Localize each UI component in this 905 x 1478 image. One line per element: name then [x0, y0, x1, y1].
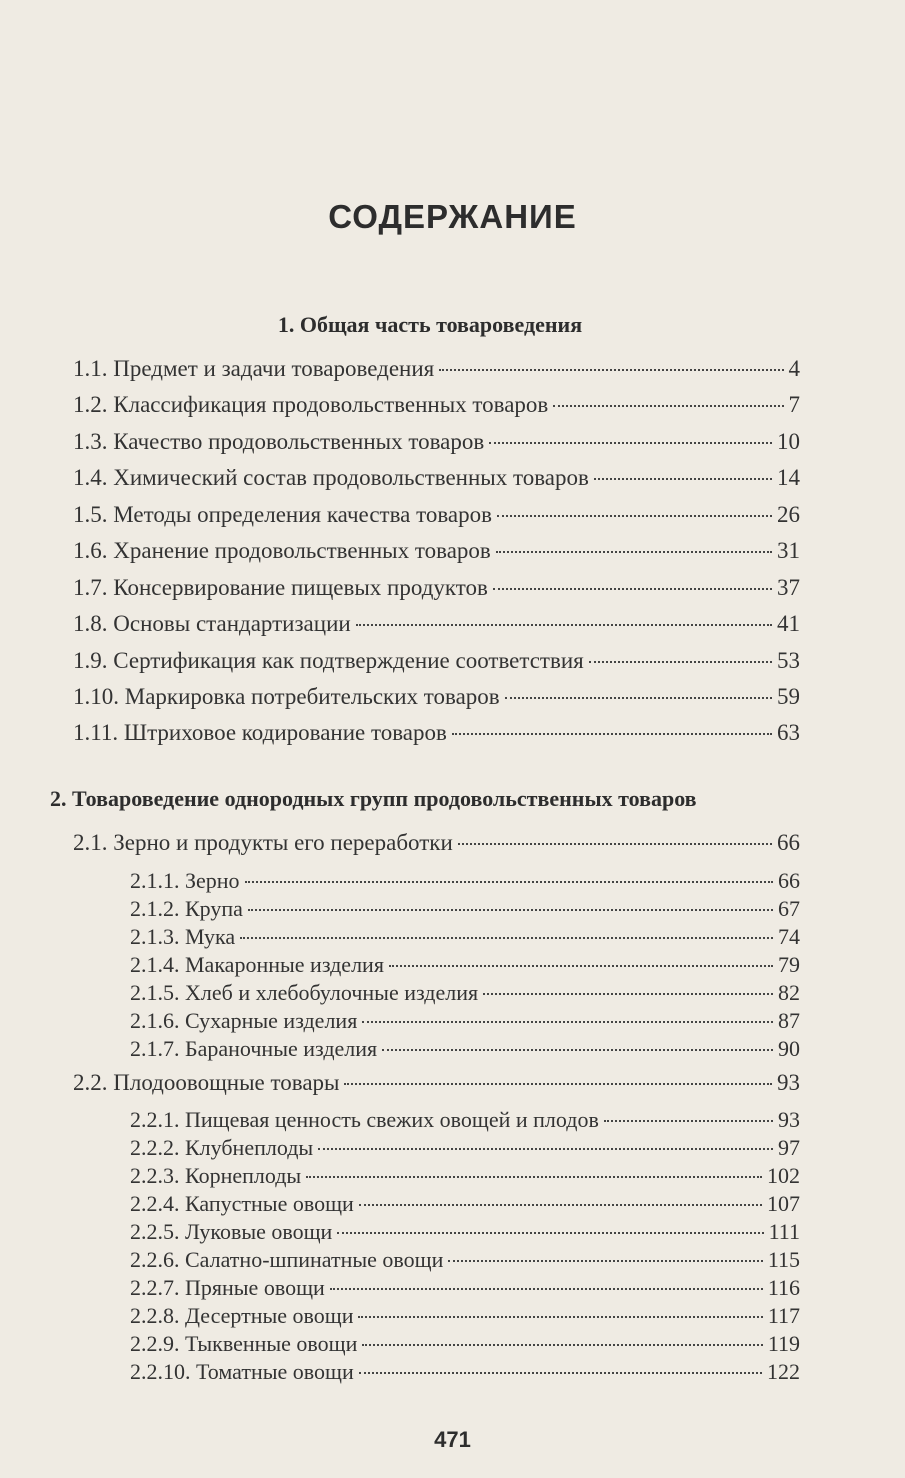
- dot-leader: [505, 697, 772, 699]
- toc-entry: [130, 1331, 800, 1357]
- toc-entry-label: 1.8. Основы стандартизации: [73, 611, 351, 636]
- toc-entry-page: 4: [788, 356, 800, 381]
- toc-entry-page: 107: [767, 1191, 800, 1216]
- toc-entry: [130, 896, 800, 922]
- toc-entry-page: 119: [767, 1331, 800, 1356]
- toc-entry-label: 2.2.10. Томатные овощи: [130, 1359, 354, 1384]
- toc-entry-label: 2.2.7. Пряные овощи: [130, 1275, 325, 1300]
- toc-entry-label: 2.2.4. Капустные овощи: [130, 1191, 354, 1216]
- dot-leader: [448, 1260, 762, 1262]
- dot-leader: [497, 515, 772, 517]
- toc-entry: [130, 1219, 800, 1245]
- dot-leader: [318, 1148, 773, 1150]
- toc-entry: [73, 575, 800, 601]
- toc-entry-page: 93: [778, 1107, 800, 1132]
- toc-entry-label: 2.2.1. Пищевая ценность свежих овощей и плодов: [130, 1107, 599, 1132]
- toc-entry-label: 1.6. Хранение продовольственных товаров: [73, 538, 491, 563]
- toc-entry-page: 90: [778, 1036, 800, 1061]
- dot-leader: [362, 1344, 762, 1346]
- dot-leader: [306, 1176, 762, 1178]
- toc-entry: [130, 1008, 800, 1034]
- toc-entry-label: 1.10. Маркировка потребительских товаров: [73, 684, 500, 709]
- dot-leader: [458, 843, 772, 845]
- toc-entry-label: 2.1.1. Зерно: [130, 868, 240, 893]
- toc-entry-label: 1.11. Штриховое кодирование товаров: [73, 720, 447, 745]
- toc-entry-label: 1.3. Качество продовольственных товаров: [73, 429, 485, 454]
- toc-entry: [73, 502, 800, 528]
- toc-entry-label: 2.1.6. Сухарные изделия: [130, 1008, 358, 1033]
- toc-entry: [130, 924, 800, 950]
- toc-entry-label: 2.2.5. Луковые овощи: [130, 1219, 333, 1244]
- toc-entry-page: 117: [767, 1303, 800, 1328]
- dot-leader: [245, 881, 773, 883]
- toc-entry-page: 97: [778, 1135, 800, 1160]
- toc-entry-label: 2.1.7. Бараночные изделия: [130, 1036, 378, 1061]
- dot-leader: [356, 624, 772, 626]
- toc-entry: [73, 392, 800, 418]
- toc-entry: [130, 1303, 800, 1329]
- toc-entry-page: 102: [767, 1163, 800, 1188]
- toc-entry-label: 2.2.8. Десертные овощи: [130, 1303, 354, 1328]
- page-number: 471: [434, 1427, 471, 1452]
- toc-entry-page: 7: [788, 392, 800, 417]
- dot-leader: [362, 1021, 773, 1023]
- toc-entry-page: 79: [778, 952, 800, 977]
- toc-entry: [73, 538, 800, 564]
- dot-leader: [493, 588, 772, 590]
- toc-entry: [130, 1036, 800, 1062]
- toc-entry-label: 2.2.2. Клубнеплоды: [130, 1135, 314, 1160]
- dot-leader: [604, 1120, 773, 1122]
- toc-entry-page: 67: [778, 896, 800, 921]
- toc-entry-page: 10: [777, 429, 800, 454]
- dot-leader: [330, 1288, 763, 1290]
- toc-entry-label: 2.1.4. Макаронные изделия: [130, 952, 384, 977]
- toc-entry-page: 82: [778, 980, 800, 1005]
- toc-entry-page: 115: [767, 1247, 800, 1272]
- toc-entry-label: 1.1. Предмет и задачи товароведения: [73, 356, 435, 381]
- toc-entry-page: 14: [777, 465, 800, 490]
- dot-leader: [553, 405, 783, 407]
- toc-entry: [130, 1107, 800, 1133]
- toc-entry: [73, 1070, 800, 1096]
- dot-leader: [483, 993, 773, 995]
- toc-entry-label: 1.4. Химический состав продовольственных товаров: [73, 465, 589, 490]
- toc-entry: [73, 684, 800, 710]
- toc-entry: [130, 868, 800, 894]
- toc-entry: [130, 952, 800, 978]
- dot-leader: [248, 909, 773, 911]
- page-title: СОДЕРЖАНИЕ: [328, 198, 577, 235]
- toc-entry: [130, 1163, 800, 1189]
- toc-entry-page: 66: [777, 830, 800, 855]
- dot-leader: [344, 1083, 772, 1085]
- dot-leader: [337, 1232, 763, 1234]
- toc-entry-label: 2.2.9. Тыквенные овощи: [130, 1331, 358, 1356]
- toc-entry-page: 31: [777, 538, 800, 563]
- section-heading-2: 2. Товароведение однородных групп продовольственных товаров: [50, 786, 697, 811]
- toc-entry-page: 87: [778, 1008, 800, 1033]
- dot-leader: [359, 1204, 762, 1206]
- toc-entry: [73, 465, 800, 491]
- toc-entry-label: 1.2. Классификация продовольственных товаров: [73, 392, 549, 417]
- toc-entry: [130, 1191, 800, 1217]
- toc-entry-page: 59: [777, 684, 800, 709]
- toc-entry-page: 122: [767, 1359, 800, 1384]
- dot-leader: [240, 937, 773, 939]
- toc-entry: [73, 830, 800, 856]
- toc-entry: [73, 648, 800, 674]
- toc-entry: [130, 1135, 800, 1161]
- dot-leader: [382, 1049, 773, 1051]
- toc-entry-page: 111: [768, 1219, 800, 1244]
- toc-entry-page: 63: [777, 720, 800, 745]
- toc-entry: [73, 356, 800, 382]
- toc-entry-label: 2.1.5. Хлеб и хлебобулочные изделия: [130, 980, 479, 1005]
- toc-entry-page: 74: [778, 924, 800, 949]
- toc-entry-page: 37: [777, 575, 800, 600]
- toc-entry-page: 93: [777, 1070, 800, 1095]
- toc-entry: [130, 980, 800, 1006]
- toc-entry-label: 2.2.6. Салатно-шпинатные овощи: [130, 1247, 444, 1272]
- toc-entry-page: 53: [777, 648, 800, 673]
- toc-entry-page: 26: [777, 502, 800, 527]
- section-heading-1: 1. Общая часть товароведения: [277, 312, 583, 337]
- dot-leader: [489, 442, 772, 444]
- toc-entry-page: 41: [777, 611, 800, 636]
- dot-leader: [439, 369, 783, 371]
- dot-leader: [594, 478, 772, 480]
- dot-leader: [452, 733, 772, 735]
- toc-entry: [130, 1275, 800, 1301]
- dot-leader: [389, 965, 773, 967]
- dot-leader: [589, 661, 772, 663]
- toc-entry: [73, 720, 800, 746]
- toc-entry: [130, 1247, 800, 1273]
- toc-entry-label: 1.9. Сертификация как подтверждение соответствия: [73, 648, 584, 673]
- toc-entry-label: 2.1.3. Мука: [130, 924, 236, 949]
- toc-entry-label: 2.2. Плодоовощные товары: [73, 1070, 340, 1095]
- toc-entry: [73, 429, 800, 455]
- toc-entry-label: 2.1. Зерно и продукты его переработки: [73, 830, 453, 855]
- toc-entry-label: 2.2.3. Корнеплоды: [130, 1163, 302, 1188]
- toc-entry-page: 116: [767, 1275, 800, 1300]
- dot-leader: [496, 551, 772, 553]
- dot-leader: [358, 1316, 762, 1318]
- toc-entry-page: 66: [778, 868, 800, 893]
- toc-entry: [73, 611, 800, 637]
- toc-entry-label: 1.7. Консервирование пищевых продуктов: [73, 575, 488, 600]
- toc-entry-label: 1.5. Методы определения качества товаров: [73, 502, 492, 527]
- toc-entry: [130, 1359, 800, 1385]
- dot-leader: [359, 1372, 762, 1374]
- toc-entry-label: 2.1.2. Крупа: [130, 896, 243, 921]
